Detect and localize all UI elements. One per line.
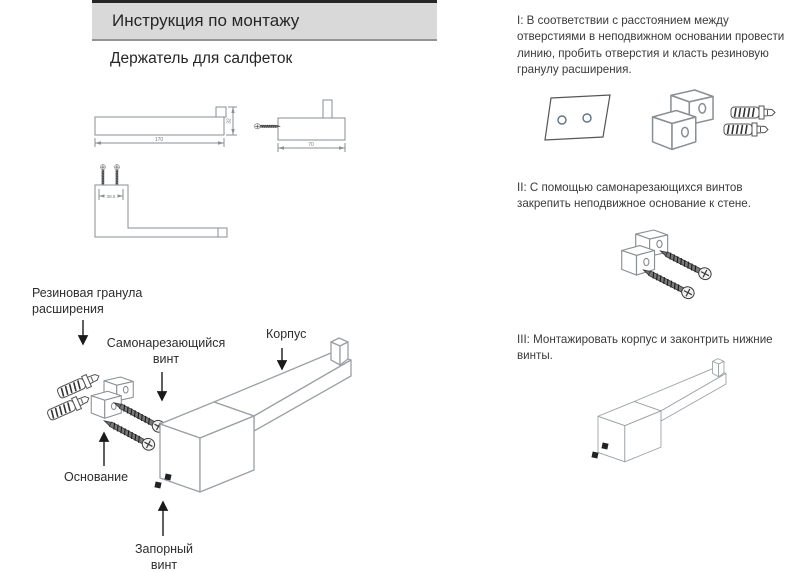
page-title: Инструкция по монтажу [112,11,300,30]
dim-hole-spacing: 38.5 [106,194,116,199]
lock-screw [154,481,161,488]
step3-text: III: Монтажировать корпус и законтрить нижние винты. [517,333,773,363]
step2-figure [622,230,713,301]
wall-anchor [46,392,91,422]
dim-depth: 70 [308,142,314,148]
drawing-side-view [95,107,237,147]
label-rubber-anchor: Резиновая гранула расширения [32,286,143,316]
drawing-end-view [254,100,345,152]
step1-text: I: В соответствии с расстоянием между отверстиями в неподвижном основании провести линию, пробить отверстия и класть резиновую гранулу расширения. [517,14,785,77]
label-body: Корпус [266,327,307,341]
step1-figure [545,90,775,149]
product-title: Держатель для салфеток [110,50,293,67]
dim-height: 32 [226,118,233,124]
label-tapping-screw: Самонарезающийся винт [106,336,226,366]
step3-figure [591,359,726,462]
lock-screw [164,473,171,480]
step2-text: II: С помощью самонарезающихся винтов закрепить неподвижное основание к стене. [517,181,751,211]
label-lock-screw: Запорный винт [134,542,194,572]
drawing-top-view [95,164,227,237]
dim-length: 170 [154,137,164,143]
label-base: Основание [64,470,129,484]
